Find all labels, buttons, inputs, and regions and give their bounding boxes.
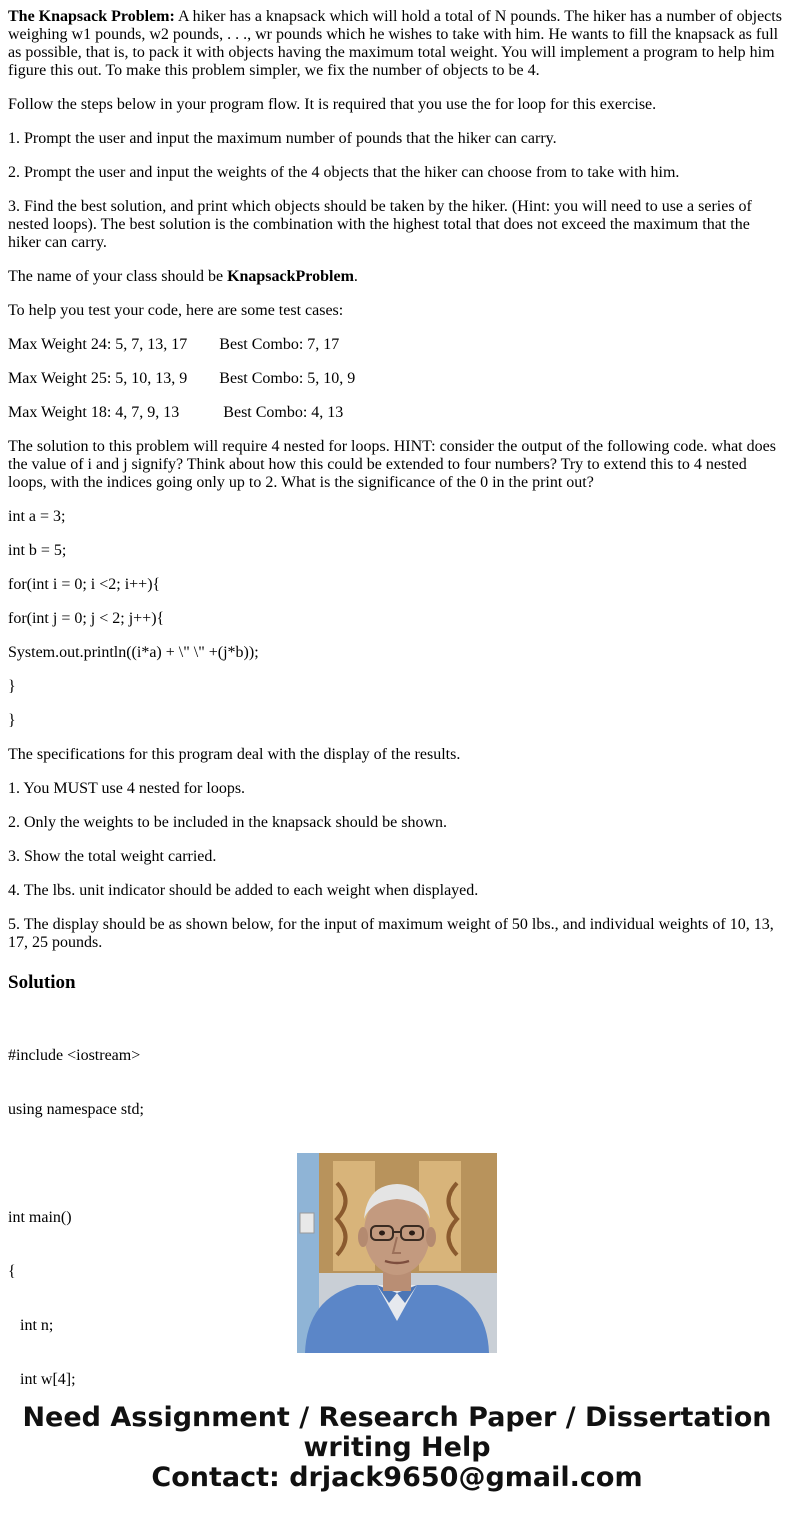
solution-code-line-6: int n; xyxy=(8,1317,54,1334)
step-2: 2. Prompt the user and input the weights of the 4 objects that the hiker can choose from to take with him. xyxy=(8,164,680,181)
hint-code-line-2: int b = 5; xyxy=(8,542,67,559)
spec-5: 5. The display should be as shown below, for the input of maximum weight of 50 lbs., and individual weights of 10, 13, 17, 25 pounds. xyxy=(8,916,774,951)
intro-paragraph xyxy=(8,8,786,80)
problem-title: The Knapsack Problem: xyxy=(8,8,175,25)
test-case-3: Max Weight 18: 4, 7, 9, 13 Best Combo: 4, 13 xyxy=(8,404,344,421)
footer-line-1: Need Assignment / Research Paper / Dissertation xyxy=(22,1402,772,1433)
author-portrait-image xyxy=(297,1153,497,1353)
solution-code-line-7: int w[4]; xyxy=(8,1371,76,1388)
follow-steps: Follow the steps below in your program flow. It is required that you use the for loop for this exercise. xyxy=(8,96,657,113)
class-name-suffix: . xyxy=(353,268,358,285)
test-intro: To help you test your code, here are some test cases: xyxy=(8,302,344,319)
spec-2: 2. Only the weights to be included in the knapsack should be shown. xyxy=(8,814,448,831)
solution-code-line-1: #include <iostream> xyxy=(8,1047,141,1064)
step-3: 3. Find the best solution, and print which objects should be taken by the hiker. (Hint: you will need to use a series of nested loops). The best solution is the combination with the highest total that does not exceed the maximum that the hiker can carry. xyxy=(8,198,752,251)
article-content xyxy=(8,8,786,1388)
hint-code-line-5: System.out.println((i*a) + \" \" +(j*b)); xyxy=(8,644,259,661)
class-name-prefix: The name of your class should be xyxy=(8,268,228,285)
solution-code-line-2: using namespace std; xyxy=(8,1101,144,1118)
solution-code-line-5: { xyxy=(8,1263,16,1280)
hint-code-line-6: } xyxy=(8,678,16,695)
spec-4: 4. The lbs. unit indicator should be added to each weight when displayed. xyxy=(8,882,479,899)
hint-paragraph: The solution to this problem will require 4 nested for loops. HINT: consider the output of the following code. what does the value of i and j signify? Think about how this could be extended to four numbers? Try to extend this to 4 nested loops, with the indices going only up to 2. What is the significance of the 0 in the print out? xyxy=(8,438,776,491)
class-name: KnapsackProblem xyxy=(227,268,354,285)
solution-heading: Solution xyxy=(8,972,76,993)
hint-code-line-4: for(int j = 0; j < 2; j++){ xyxy=(8,610,165,627)
author-avatar xyxy=(297,1153,497,1353)
footer-contact: Contact: drjack9650@gmail.com xyxy=(151,1462,643,1493)
problem-intro: A hiker has a knapsack which will hold a total of N pounds. The hiker has a number of objects weighing w1 pounds, w2 pounds, . . ., wr pounds which he wishes to take with him. He wants to fill the knapsack as full as possible, that is, to pack it with objects having the maximum total weight. You will implement a program to help him figure this out. To make this problem simpler, we fix the number of objects to be 4. xyxy=(8,8,782,79)
test-case-2: Max Weight 25: 5, 10, 13, 9 Best Combo: 5, 10, 9 xyxy=(8,370,356,387)
hint-code-line-3: for(int i = 0; i <2; i++){ xyxy=(8,576,161,593)
footer-line-2: writing Help xyxy=(303,1432,491,1463)
step-1: 1. Prompt the user and input the maximum number of pounds that the hiker can carry. xyxy=(8,130,557,147)
footer-banner xyxy=(0,1403,794,1493)
hint-code-line-1: int a = 3; xyxy=(8,508,66,525)
test-case-1: Max Weight 24: 5, 7, 13, 17 Best Combo: 7, 17 xyxy=(8,336,340,353)
spec-3: 3. Show the total weight carried. xyxy=(8,848,217,865)
hint-code-line-7: } xyxy=(8,712,16,729)
solution-code xyxy=(8,1011,786,1388)
solution-code-line-4: int main() xyxy=(8,1209,72,1226)
spec-intro: The specifications for this program deal with the display of the results. xyxy=(8,746,461,763)
spec-1: 1. You MUST use 4 nested for loops. xyxy=(8,780,246,797)
class-name-paragraph xyxy=(8,268,786,286)
